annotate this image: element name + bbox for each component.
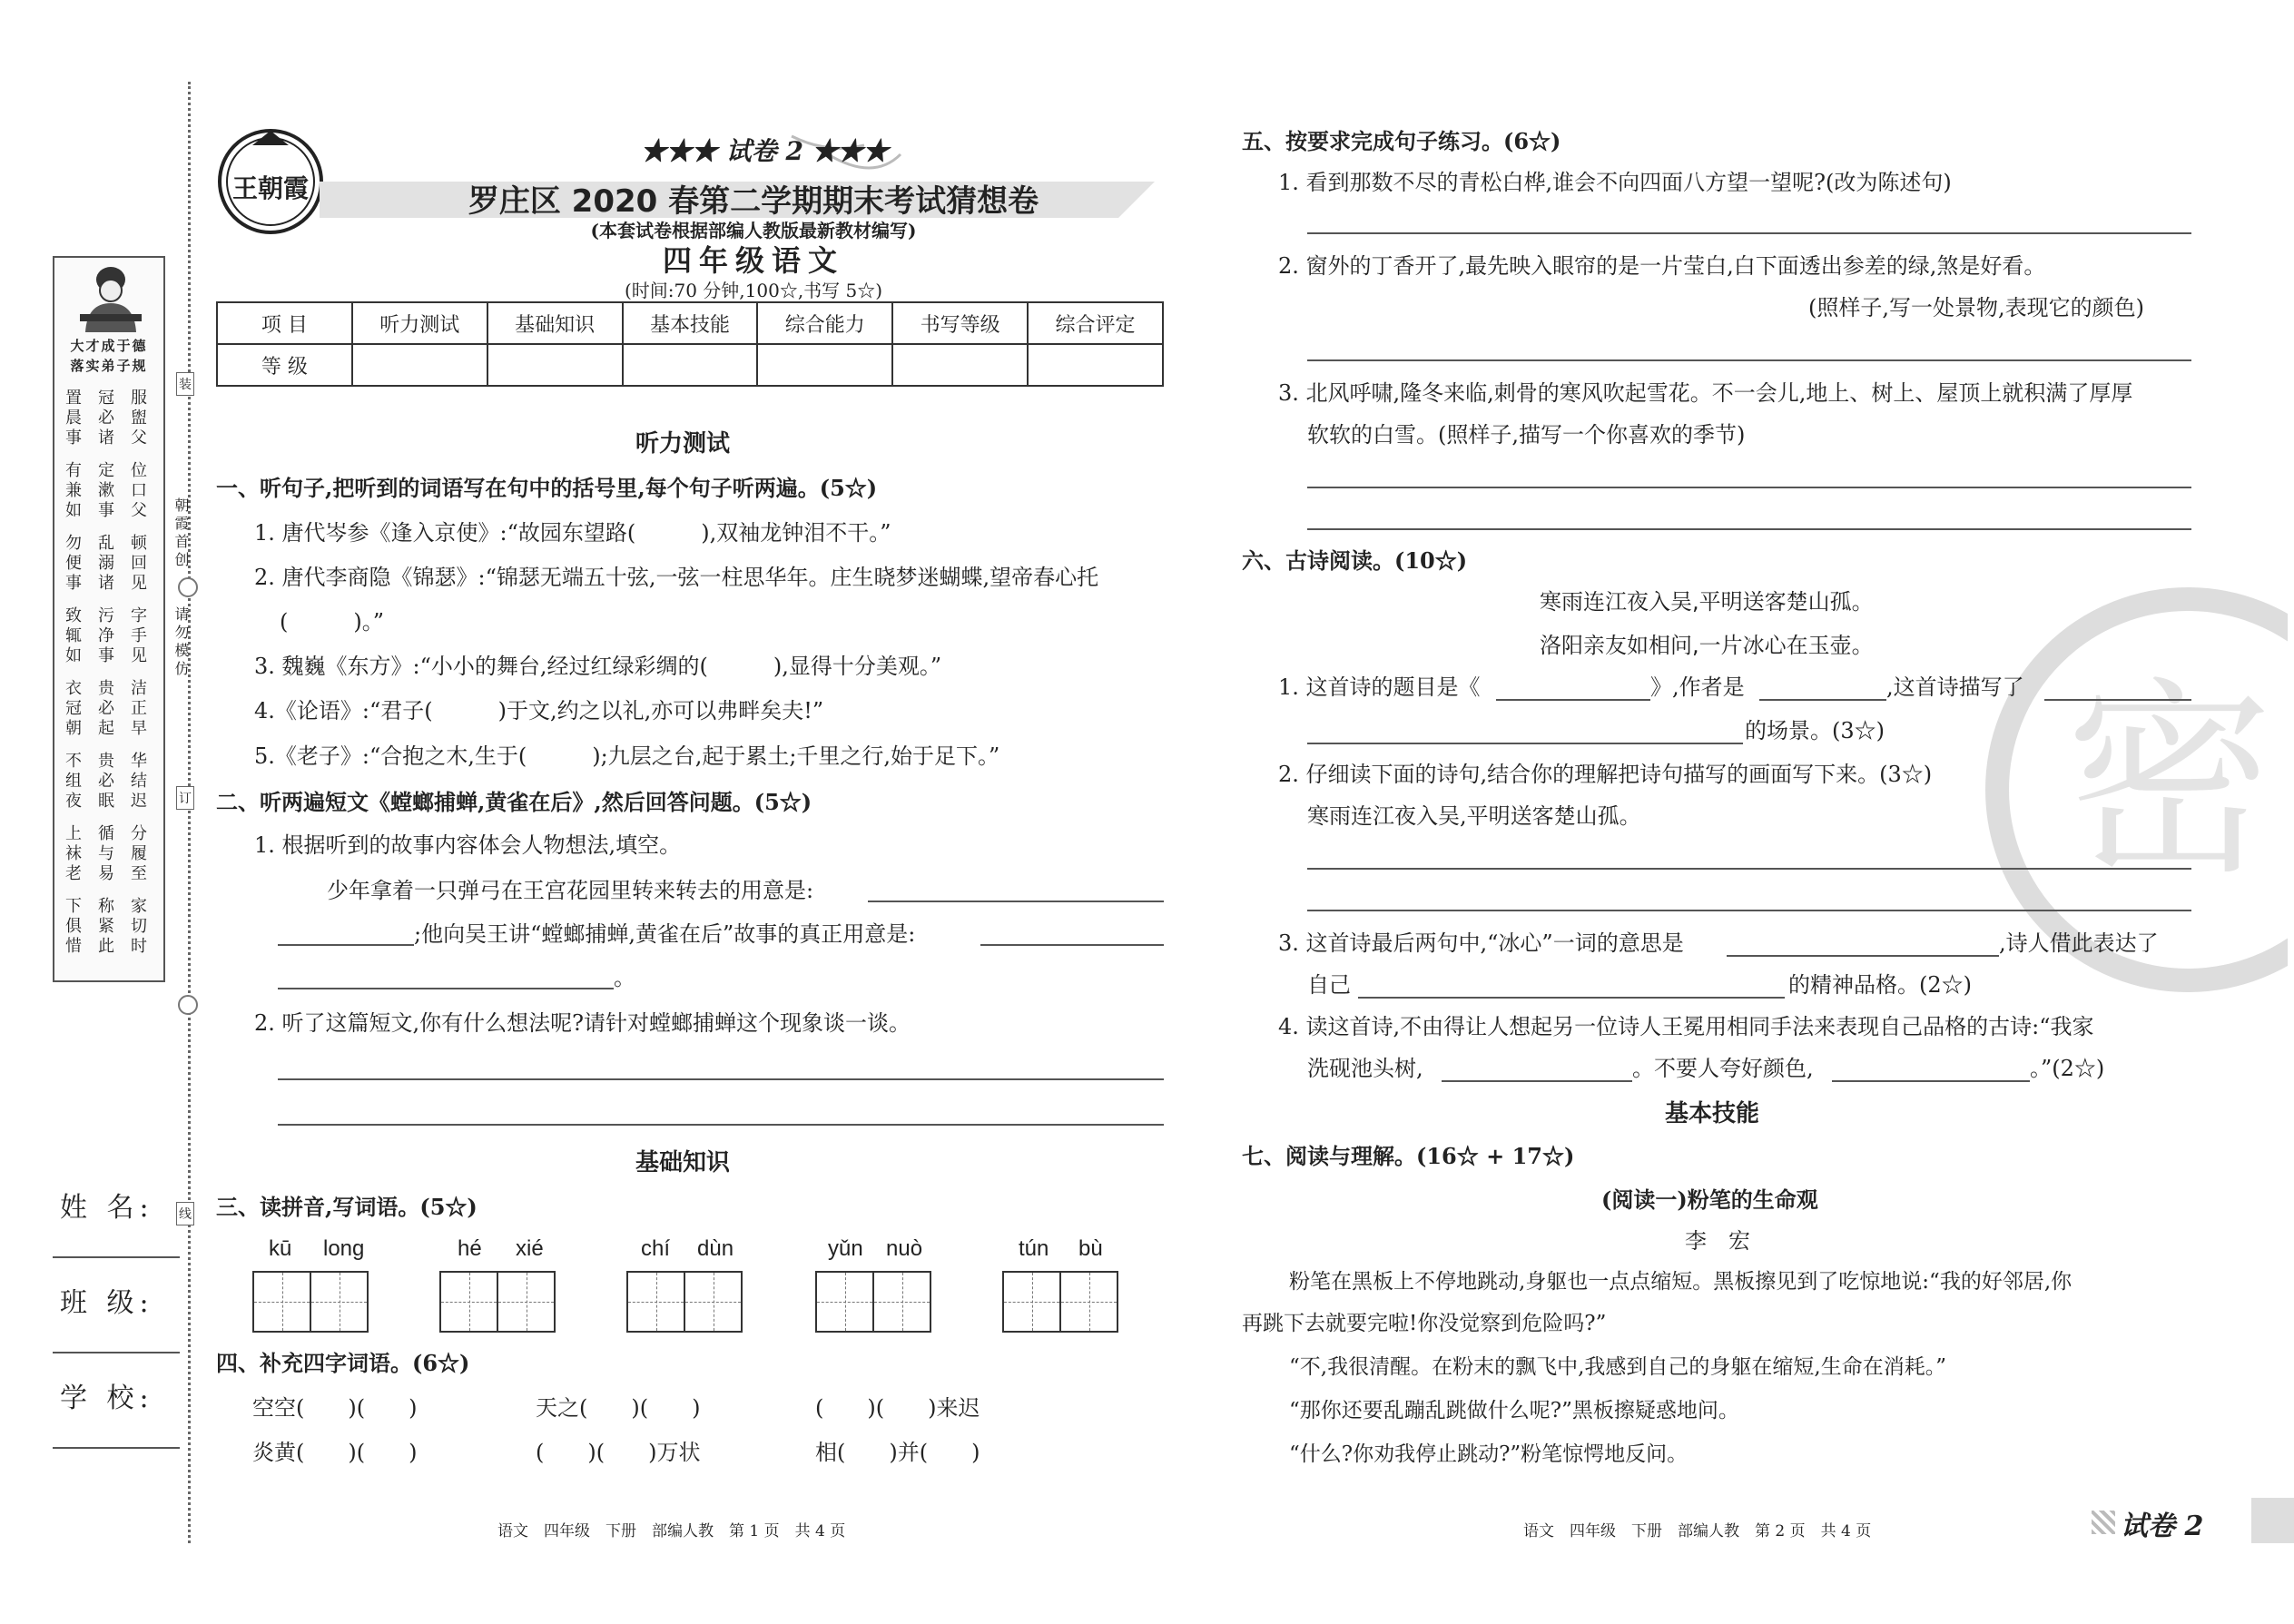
answer-line[interactable]: [1496, 699, 1650, 701]
school-label: 学 校:: [60, 1383, 154, 1414]
q5-item-3b: 软软的白雪。(照样子,描写一个你喜欢的季节): [1307, 422, 1746, 448]
pinyin-2b: xié: [516, 1236, 544, 1261]
writing-grid-3[interactable]: [628, 1271, 743, 1333]
q6-item-2b: 寒雨连江夜入吴,平明送客楚山孤。: [1307, 803, 1641, 829]
q1-item-2: 2. 唐代李商隐《锦瑟》:“锦瑟无端五十弦,一弦一柱思华年。庄生晓梦迷蝴蝶,望帝春心托: [254, 565, 1099, 590]
question-5: 五、按要求完成句子练习。(6☆): [1242, 128, 1561, 154]
q2-item-2: 2. 听了这篇短文,你有什么想法呢?请针对螳螂捕蝉这个现象谈一谈。: [254, 1010, 911, 1036]
q6-item-4c: 。不要人夸好颜色,: [1632, 1056, 1814, 1081]
question-2: 二、听两遍短文《螳螂捕蝉,黄雀在后》,然后回答问题。(5☆): [216, 789, 812, 815]
q6-item-1d: 的场景。(3☆): [1745, 718, 1885, 743]
cut-mark-3: 线: [176, 1202, 194, 1225]
writing-grid-4[interactable]: [817, 1271, 931, 1333]
q6-item-3d: 的精神品格。(2☆): [1788, 972, 1972, 998]
q5-item-2: 2. 窗外的丁香开了,最先映入眼帘的是一片莹白,白下面透出参差的绿,煞是好看。: [1278, 253, 2046, 279]
question-7: 七、阅读与理解。(16☆ + 17☆): [1242, 1143, 1575, 1169]
exam-subtitle: (本套试卷根据部编人教版最新教材编写): [590, 220, 917, 241]
motto-columns: [60, 389, 160, 969]
q6-item-1b: 》,作者是: [1650, 674, 1745, 700]
writing-grid-5[interactable]: [1004, 1271, 1118, 1333]
pinyin-1a: kū: [269, 1236, 292, 1261]
question-6: 六、古诗阅读。(10☆): [1242, 547, 1468, 574]
score-cell[interactable]: [757, 344, 892, 386]
dotted-cut-line: [188, 82, 191, 1543]
q1-item-4: 4.《论语》:“君子( )于文,约之以礼,亦可以弗畔矣夫!”: [254, 698, 824, 723]
motto-column: 顿 回 见: [131, 534, 147, 593]
writing-grid-1[interactable]: [254, 1271, 369, 1333]
binding-hole-icon: [178, 577, 198, 597]
answer-line[interactable]: [2044, 699, 2191, 701]
answer-line[interactable]: [1307, 359, 2191, 361]
idiom-6: 相( )并( ): [815, 1440, 980, 1465]
q1-item-2b: ( )。”: [280, 609, 384, 635]
score-cell[interactable]: [1028, 344, 1163, 386]
table-cell: 基本技能: [623, 302, 758, 344]
motto-column: 乱 溺 诸: [98, 534, 114, 593]
motto-column: 循 与 易: [98, 824, 114, 883]
motto-column: 服 盥 父: [131, 389, 147, 448]
writing-grid-2[interactable]: [441, 1271, 556, 1333]
reading-author: 李 宏: [1685, 1228, 1750, 1254]
class-label: 班 级:: [60, 1287, 154, 1319]
poem-line-2: 洛阳亲友如相问,一片冰心在玉壶。: [1540, 633, 1874, 658]
answer-line[interactable]: [1307, 868, 2191, 870]
stamp-text: 密: [2064, 661, 2275, 903]
motto-column: 冠 必 诸: [98, 389, 114, 448]
reading-title: (阅读一)粉笔的生命观: [1601, 1186, 1818, 1213]
motto-column: 致 辄 如: [65, 606, 82, 665]
answer-line[interactable]: [278, 988, 614, 989]
table-cell: 听力测试: [352, 302, 487, 344]
answer-line[interactable]: [1307, 910, 2191, 911]
answer-line[interactable]: [278, 1124, 1164, 1126]
motto-column: 置 晨 事: [65, 389, 82, 448]
motto-column: 字 手 见: [131, 606, 147, 665]
answer-line[interactable]: [1307, 743, 1743, 744]
answer-line[interactable]: [1727, 955, 1999, 957]
table-cell: 项 目: [217, 302, 352, 344]
motto-column: 华 结 迟: [131, 752, 147, 811]
answer-line[interactable]: [1832, 1080, 2030, 1082]
exam-title: 罗庄区 2020 春第二学期期末考试猜想卷: [468, 183, 1039, 220]
motto-column: 衣 冠 朝: [65, 679, 82, 738]
answer-line[interactable]: [1307, 487, 2191, 488]
reading-para-5: “什么?你劝我停止跳动?”粉笔惊愕地反问。: [1289, 1442, 1689, 1466]
motto-column: 家 切 时: [131, 897, 147, 956]
name-label: 姓 名:: [60, 1192, 154, 1224]
q2-fill-c: 。: [614, 965, 635, 990]
corner-series-label: 试卷 2: [2121, 1511, 2204, 1542]
motto-column: 位 口 父: [131, 461, 147, 520]
idiom-3: ( )( )来迟: [815, 1395, 980, 1421]
motto-column: 定 漱 事: [98, 461, 114, 520]
q5-item-3: 3. 北风呼啸,隆冬来临,刺骨的寒风吹起雪花。不一会儿,地上、树上、屋顶上就积满了厚厚: [1278, 380, 2133, 406]
pinyin-5a: tún: [1019, 1236, 1049, 1261]
series-label: ★★★ 试卷 2 ★★★: [641, 136, 889, 166]
table-cell: 综合能力: [757, 302, 892, 344]
pinyin-2a: hé: [458, 1236, 482, 1261]
score-cell[interactable]: [892, 344, 1028, 386]
idiom-2: 天之( )( ): [536, 1395, 701, 1421]
pinyin-5b: bù: [1078, 1236, 1103, 1261]
logo-text: 王朝霞: [231, 173, 309, 203]
q6-item-3a: 3. 这首诗最后两句中,“冰心”一词的意思是: [1278, 930, 1684, 956]
motto-column: 下 俱 惜: [65, 897, 82, 956]
section-heading-skills: 基本技能: [1665, 1100, 1760, 1127]
motto-column: 勿 便 事: [65, 534, 82, 593]
corner-pattern: [2092, 1511, 2115, 1534]
table-row: [217, 302, 1163, 344]
motto-column: 有 兼 如: [65, 461, 82, 520]
name-field[interactable]: [53, 1256, 180, 1258]
answer-line[interactable]: [1358, 997, 1785, 999]
side-note-2: 请勿模仿: [172, 606, 190, 679]
page-1-footer: 语文 四年级 下册 部编人教 第 1 页 共 4 页: [497, 1522, 846, 1540]
q6-item-4: 4. 读这首诗,不由得让人想起另一位诗人王冕用相同手法来表现自己品格的古诗:“我家: [1278, 1014, 2094, 1039]
q6-item-2: 2. 仔细读下面的诗句,结合你的理解把诗句描写的画面写下来。(3☆): [1278, 762, 1933, 787]
answer-line[interactable]: [980, 944, 1164, 946]
section-heading-basics: 基础知识: [635, 1149, 731, 1176]
q2-item-1: 1. 根据听到的故事内容体会人物想法,填空。: [254, 832, 682, 858]
idiom-1: 空空( )( ): [252, 1395, 418, 1421]
motto-title-1: 大才成于德: [70, 338, 148, 354]
q1-item-5: 5.《老子》:“合抱之木,生于( );九层之台,起于累土;千里之行,始于足下。”: [254, 743, 1000, 769]
answer-line[interactable]: [278, 944, 414, 946]
idiom-5: ( )( )万状: [536, 1440, 701, 1465]
cut-mark-2: 订: [176, 786, 194, 810]
reading-para-2: 再跳下去就要完啦!你没觉察到危险吗?”: [1242, 1312, 1607, 1335]
motto-column: 上 袜 老: [65, 824, 82, 883]
grade-subject: 四年级语文: [662, 243, 844, 278]
motto-column: 洁 正 早: [131, 679, 147, 738]
score-cell[interactable]: [623, 344, 758, 386]
school-field[interactable]: [53, 1447, 180, 1449]
q6-item-3b: ,诗人借此表达了: [1999, 930, 2159, 956]
reading-para-4: “那你还要乱蹦乱跳做什么呢?”黑板擦疑惑地问。: [1289, 1399, 1739, 1422]
scholar-figure-icon: [73, 263, 149, 332]
side-note-1: 朝霞首创: [172, 497, 190, 570]
idiom-4: 炎黄( )( ): [252, 1440, 418, 1465]
q5-item-1: 1. 看到那数不尽的青松白桦,谁会不向四面八方望一望呢?(改为陈述句): [1278, 170, 1952, 195]
cut-mark-1: 装: [176, 372, 194, 396]
motto-column: 不 组 夜: [65, 752, 82, 811]
table-row: [217, 344, 1163, 386]
q2-fill-a: 少年拿着一只弹弓在王宫花园里转来转去的用意是:: [327, 878, 814, 903]
q6-item-4b: 洗砚池头树,: [1307, 1056, 1423, 1081]
question-4: 四、补充四字词语。(6☆): [216, 1350, 470, 1376]
q6-item-1c: ,这首诗描写了: [1886, 674, 2024, 700]
question-3: 三、读拼音,写词语。(5☆): [216, 1194, 478, 1220]
q6-item-1a: 1. 这首诗的题目是《: [1278, 674, 1481, 700]
q1-item-3: 3. 魏巍《东方》:“小小的舞台,经过红绿彩绸的( ),显得十分美观。”: [254, 654, 942, 679]
motto-column: 贵 必 眠: [98, 752, 114, 811]
table-cell: 等 级: [217, 344, 352, 386]
q1-item-1: 1. 唐代岑参《逢入京使》:“故园东望路( ),双袖龙钟泪不干。”: [254, 520, 891, 546]
q6-item-4d: 。”(2☆): [2030, 1056, 2105, 1081]
corner-tab: [2251, 1498, 2294, 1543]
reading-para-1: 粉笔在黑板上不停地跳动,身躯也一点点缩短。黑板擦见到了吃惊地说:“我的好邻居,你: [1289, 1270, 2072, 1294]
pinyin-1b: long: [323, 1236, 365, 1261]
reading-para-3: “不,我很清醒。在粉末的飘飞中,我感到自己的身躯在缩短,生命在消耗。”: [1289, 1355, 1946, 1379]
motto-panel: [53, 256, 165, 982]
q6-item-3c: 自己: [1307, 972, 1351, 998]
q5-item-2-req: (照样子,写一处景物,表现它的颜色): [1808, 295, 2144, 320]
motto-column: 贵 必 起: [98, 679, 114, 738]
score-table: [216, 301, 1164, 387]
pinyin-4a: yǔn: [828, 1236, 863, 1261]
table-cell: 综合评定: [1028, 302, 1163, 344]
class-field[interactable]: [53, 1352, 180, 1353]
question-1: 一、听句子,把听到的词语写在句中的括号里,每个句子听两遍。(5☆): [216, 475, 878, 501]
poem-line-1: 寒雨连江夜入吴,平明送客楚山孤。: [1540, 589, 1874, 615]
answer-line[interactable]: [1307, 528, 2191, 530]
page-2-footer: 语文 四年级 下册 部编人教 第 2 页 共 4 页: [1523, 1522, 1872, 1540]
motto-column: 污 净 事: [98, 606, 114, 665]
score-cell[interactable]: [352, 344, 487, 386]
section-heading-listening: 听力测试: [635, 430, 731, 458]
table-cell: 基础知识: [487, 302, 623, 344]
q2-fill-b: ;他向吴王讲“螳螂捕蝉,黄雀在后”故事的真正用意是:: [414, 921, 916, 947]
table-cell: 书写等级: [892, 302, 1028, 344]
answer-line[interactable]: [868, 901, 1164, 902]
exam-info: (时间:70 分钟,100☆,书写 5☆): [624, 280, 883, 301]
score-cell[interactable]: [487, 344, 623, 386]
binding-hole-icon: [178, 995, 198, 1015]
answer-line[interactable]: [1442, 1080, 1632, 1082]
pinyin-3b: dùn: [697, 1236, 734, 1261]
answer-line[interactable]: [1759, 699, 1886, 701]
answer-line[interactable]: [1307, 232, 2191, 234]
pinyin-4b: nuò: [886, 1236, 923, 1261]
motto-column: 分 履 至: [131, 824, 147, 883]
motto-column: 称 紧 此: [98, 897, 114, 956]
motto-title-2: 落实弟子规: [70, 358, 148, 374]
pinyin-3a: chí: [641, 1236, 671, 1261]
answer-line[interactable]: [278, 1078, 1164, 1080]
